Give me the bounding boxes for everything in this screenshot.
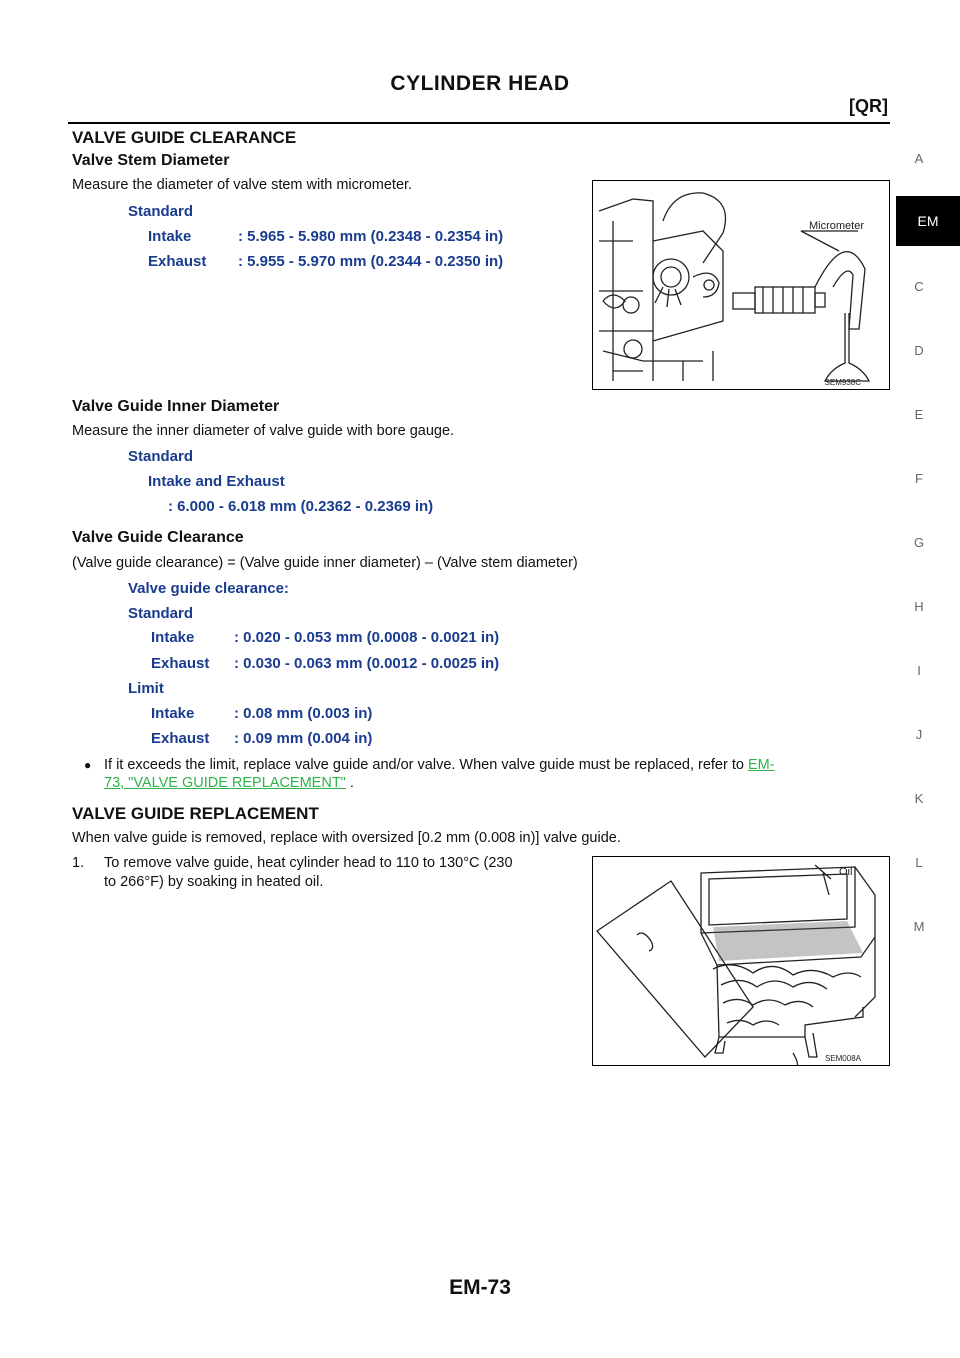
clearance-lim-intake-label: Intake [151, 705, 195, 722]
clearance-std-intake-label: Intake [151, 629, 195, 646]
tab-l[interactable]: L [915, 855, 923, 870]
micrometer-callout: Micrometer [809, 220, 865, 232]
section-heading-replacement: VALVE GUIDE REPLACEMENT [72, 804, 319, 823]
step-1-number: 1. [72, 855, 85, 871]
engine-variant: [QR] [849, 96, 888, 116]
step-1-line-2: to 266°F) by soaking in heated oil. [104, 874, 324, 890]
tab-f[interactable]: F [915, 471, 923, 486]
tab-d[interactable]: D [914, 343, 924, 358]
clearance-formula: (Valve guide clearance) = (Valve guide inner diameter) – (Valve stem diameter) [72, 555, 578, 571]
tab-e[interactable]: E [914, 407, 924, 422]
clearance-title: Valve guide clearance: [128, 580, 289, 597]
cross-ref-link-b[interactable]: 73, "VALVE GUIDE REPLACEMENT" [104, 775, 346, 791]
tab-k[interactable]: K [914, 791, 924, 806]
tab-a[interactable]: A [914, 151, 924, 166]
tab-i[interactable]: I [917, 663, 921, 678]
clearance-std-exhaust-value: : 0.030 - 0.063 mm (0.0012 - 0.0025 in) [234, 655, 500, 672]
oil-callout: Oil [839, 866, 853, 878]
figure-code-sem938c: SEM938C [824, 378, 861, 387]
subheading-guide-clearance: Valve Guide Clearance [72, 529, 244, 546]
cross-ref-link-a[interactable]: EM- [747, 757, 775, 773]
guide-intake-exhaust-label: Intake and Exhaust [148, 473, 285, 490]
clearance-std-intake-value: : 0.020 - 0.053 mm (0.0008 - 0.0021 in) [234, 629, 500, 646]
stem-intake-label: Intake [148, 228, 192, 245]
stem-standard-label: Standard [128, 203, 194, 220]
header-rule [68, 122, 890, 124]
clearance-lim-exhaust-label: Exhaust [151, 730, 210, 747]
bullet-note [104, 756, 904, 792]
stem-instruction: Measure the diameter of valve stem with micrometer. [72, 177, 413, 193]
stem-exhaust-value: : 5.955 - 5.970 mm (0.2344 - 0.2350 in) [238, 253, 504, 270]
tab-j[interactable]: J [915, 727, 923, 742]
clearance-limit-label: Limit [128, 680, 164, 697]
bullet-text: If it exceeds the limit, replace valve guide and/or valve. When valve guide must be replaced, refer to [104, 757, 748, 773]
subheading-guide-inner-diameter: Valve Guide Inner Diameter [72, 398, 280, 415]
tab-h[interactable]: H [914, 599, 924, 614]
figure-micrometer [592, 180, 890, 390]
section-heading-clearance: VALVE GUIDE CLEARANCE [72, 128, 297, 147]
clearance-lim-exhaust-value: : 0.09 mm (0.004 in) [234, 730, 373, 747]
bullet-tail: . [345, 775, 354, 791]
guide-value: : 6.000 - 6.018 mm (0.2362 - 0.2369 in) [168, 498, 434, 515]
subheading-stem-diameter: Valve Stem Diameter [72, 152, 230, 169]
tab-m[interactable]: M [913, 919, 925, 934]
tab-g[interactable]: G [913, 535, 925, 550]
clearance-standard-label: Standard [128, 605, 194, 622]
clearance-std-exhaust-label: Exhaust [151, 655, 210, 672]
tab-em[interactable]: EM [896, 196, 960, 246]
tab-c[interactable]: C [914, 279, 924, 294]
page-title: CYLINDER HEAD [390, 72, 570, 95]
stem-intake-value: : 5.965 - 5.980 mm (0.2348 - 0.2354 in) [238, 228, 504, 245]
step-1-line-1: To remove valve guide, heat cylinder head to 110 to 130°C (230 [104, 855, 513, 871]
micrometer-illustration [593, 181, 889, 389]
guide-standard-label: Standard [128, 448, 194, 465]
oil-bath-illustration [593, 857, 889, 1065]
clearance-lim-intake-value: : 0.08 mm (0.003 in) [234, 705, 373, 722]
stem-exhaust-label: Exhaust [148, 253, 207, 270]
replacement-instruction: When valve guide is removed, replace with oversized [0.2 mm (0.008 in)] valve guide. [72, 830, 621, 846]
figure-code-sem008a: SEM008A [824, 1054, 861, 1063]
page-number: EM-73 [449, 1276, 511, 1299]
bullet-marker: ● [84, 758, 92, 772]
guide-instruction: Measure the inner diameter of valve guide with bore gauge. [72, 423, 455, 439]
figure-oil-bath [592, 856, 890, 1066]
